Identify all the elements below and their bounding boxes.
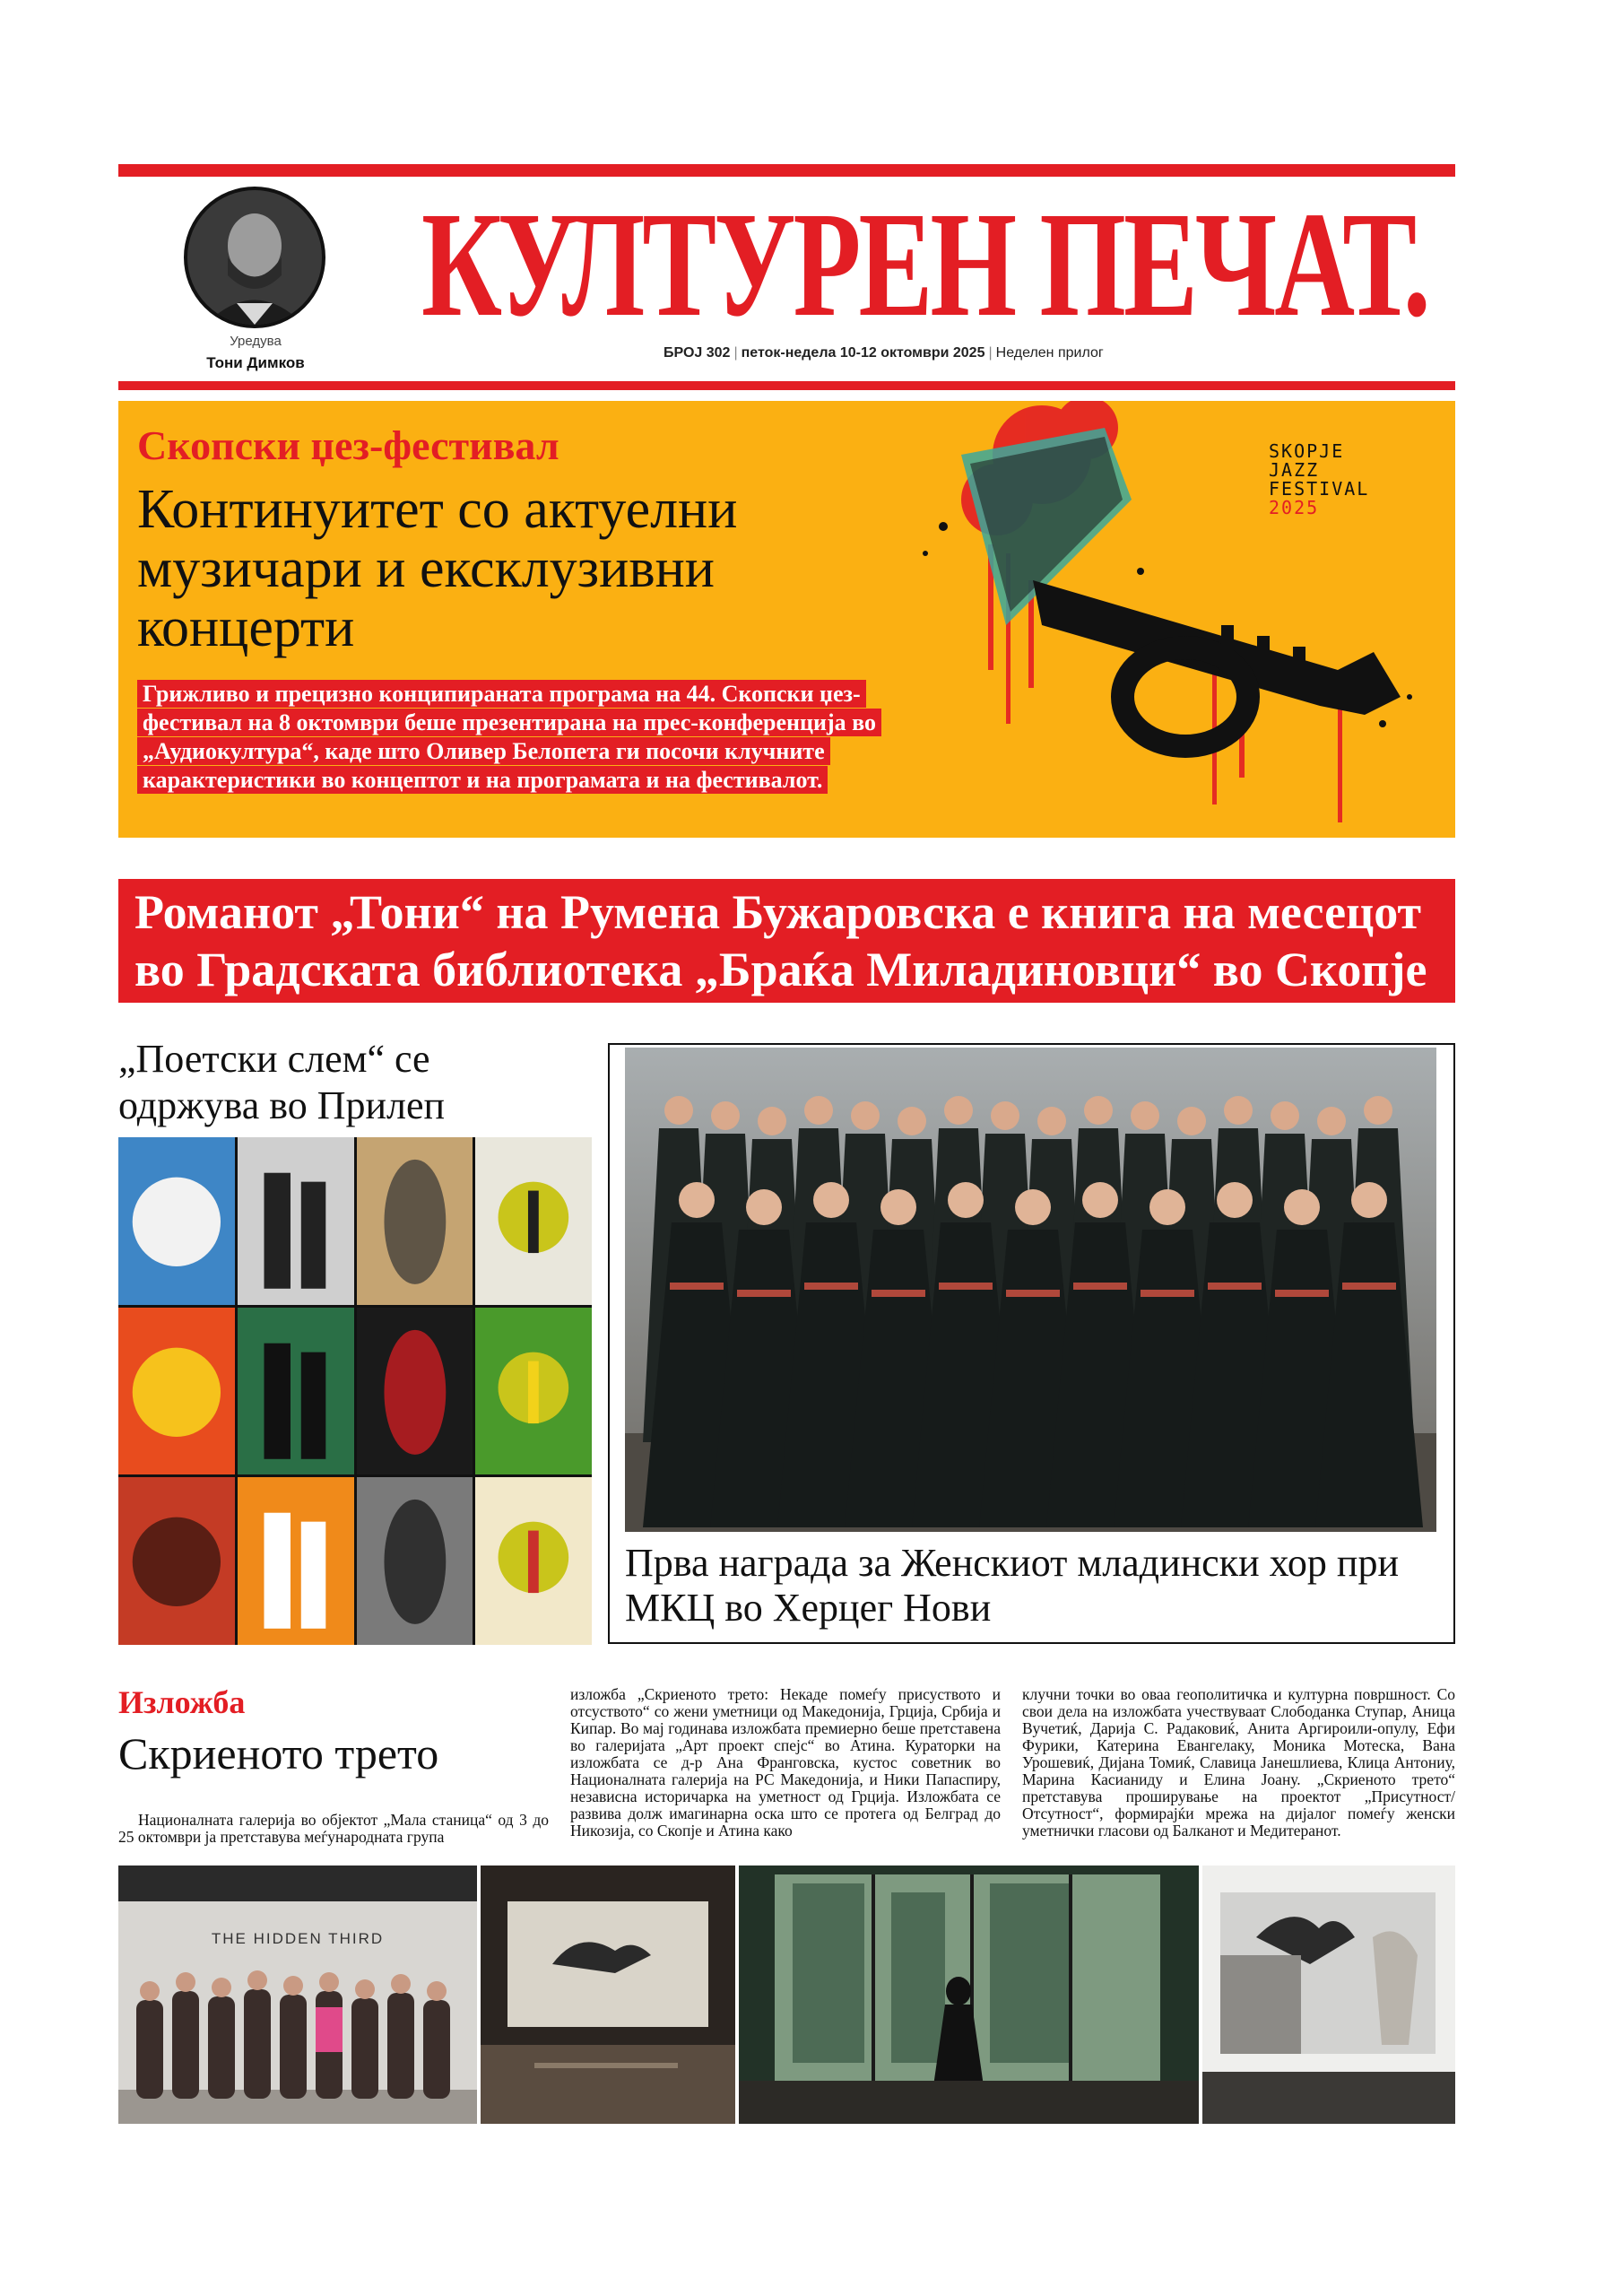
exhibition-column-3: клучни точки во оваа геополитичка и културна површност. Со свои дела на изложбата учествуваат Слободанка Ступар, Аница Вучетиќ, Дарија С. Радаковиќ, Анита Аргироили-опулу, Ефи Фурики, Катерина Евангелаку, Моника Мотеска, Вана Урошевиќ, Дијана Томиќ, Славица Јанешлиева, Клица Антониу, Марина Касианиду и Елина Јоану. „Скриеното трето“ претставува проширување на проектот „Присутност/Отсутност“, формирајќи мрежа на дијалог помеѓу женски уметнички гласови од Балканот и Медитеранот. [1022,1685,1455,1839]
singer-belt [1208,1283,1262,1290]
singer-head [804,1096,833,1125]
singer-head [813,1182,849,1218]
poster-tile [238,1477,354,1645]
issue-line: БРОЈ 302 | петок-недела 10-12 октомври 2025 | Неделен прилог [664,345,1104,361]
gallery-wall-projection [1202,1866,1455,2124]
poster-tile [118,1308,235,1475]
poster-tile [118,1137,235,1305]
gallery-sign: THE HIDDEN THIRD [211,1930,385,1947]
gallery-group-photo [118,1866,477,2124]
singer-belt [939,1283,993,1290]
singer-head [664,1096,693,1125]
issue-number: БРОЈ 302 [664,345,731,361]
poster-tile [357,1308,473,1475]
logo-year: 2025 [1269,497,1320,518]
poetry-headline: „Поетски слем“ се одржува во Прилеп [118,1037,446,1127]
singer-head [1351,1182,1387,1218]
singer-head [1284,1189,1320,1225]
singer-belt [872,1290,925,1297]
singer-head [758,1107,786,1135]
jazz-festival-logo [1269,442,1369,517]
poster-tile [357,1137,473,1305]
singer-head [746,1189,782,1225]
singer-head [1271,1101,1299,1130]
exhibition-kicker: Изложба [118,1684,246,1720]
singer-head [1015,1189,1051,1225]
editor-portrait [184,187,325,328]
singer-head [1037,1107,1066,1135]
logo-line-1: SKOPJE [1269,440,1345,462]
exhibition-photo-strip [118,1866,1455,2124]
singer-head [1082,1182,1118,1218]
singer-head [1317,1107,1346,1135]
gallery-bird-projection [481,1866,735,2124]
singer-head [1224,1096,1253,1125]
singer-belt [737,1290,791,1297]
singer-belt [1342,1283,1396,1290]
gallery-silhouette-photo [739,1866,1199,2124]
singer-head [948,1182,984,1218]
singer-head [1131,1101,1159,1130]
poster-tile [118,1477,235,1645]
singer-head [711,1101,740,1130]
singer-head [1177,1107,1206,1135]
book-headline: Романот „Тони“ на Румена Бужаровска е книга на месецот во Градската библиотека „Браќа Миладиновци“ во Скопје [134,885,1427,996]
jazz-kicker: Скопски џез-фестивал [137,422,559,468]
singer-belt [670,1283,724,1290]
poster-tile [238,1137,354,1305]
poster-tile [475,1477,592,1645]
masthead-title: КУЛТУРЕН ПЕЧАТ. [421,181,1428,348]
editor-label: Уредува [230,334,282,349]
header-bottom-rule [118,381,1455,390]
choir-caption: Прва награда за Женскиот младински хор при МКЦ во Херцег Нови [625,1541,1400,1630]
choir-photo [625,1048,1436,1532]
singer-head [880,1189,916,1225]
poster-tile [475,1137,592,1305]
jazz-lead [137,680,944,795]
singer-head [1217,1182,1253,1218]
singer-head [1364,1096,1392,1125]
exhibition-title: Скриеното трето [118,1728,439,1779]
singer-head [679,1182,715,1218]
logo-line-3: FESTIVAL [1269,478,1370,500]
singer-head [898,1107,926,1135]
singer-head [991,1101,1019,1130]
issue-date: петок-недела 10-12 октомври 2025 [741,345,985,361]
singer-belt [1275,1290,1329,1297]
poster-grid [118,1137,592,1645]
jazz-title: Континуитет со актуелни музичари и ексклузивни концерти [137,479,738,658]
poster-tile [357,1477,473,1645]
singer-belt [1141,1290,1194,1297]
top-rule [118,164,1455,177]
poster-tile [238,1308,354,1475]
singer-belt [804,1283,858,1290]
singer-belt [1073,1283,1127,1290]
editor-name: Тони Димков [206,354,305,371]
poster-tile [475,1308,592,1475]
logo-line-2: JAZZ [1269,459,1320,481]
exhibition-column-1: Националната галерија во објектот „Мала станица“ од 3 до 25 октомври ја претставува меѓународната група [118,1811,549,1846]
issue-supplement: Неделен прилог [995,345,1104,361]
singer-head [1149,1189,1185,1225]
singer-belt [1006,1290,1060,1297]
singer-head [1084,1096,1113,1125]
singer-head [944,1096,973,1125]
jazz-lead-text: Грижливо и прецизно конципираната програма на 44. Скопски џез-фестивал на 8 октомври беше презентирана на прес-конференција во „Аудиокултура“, каде што Оливер Белопета ги посочи клучните карактеристики во концептот и на програмата и на фестивалот. [137,680,881,794]
exhibition-column-2: изложба „Скриеното трето: Некаде помеѓу присуството и отсуството“ со жени уметници од Македонија, Грција, Србија и Кипар. Во мај годинава изложбата премиерно беше претставена во галеријата „Арт проект спејс“ во Атина. Кураторки на изложбата се д-р Ана Франговска, кустос советник во Националната галерија на РС Македонија, и Ники Папаспиру, независна историчарка на уметност од Грција. Изложбата се развива долж имагинарна оска што се протега од Белград до Никозија, со Скопје и Атина како [570,1685,1001,1839]
singer-head [851,1101,880,1130]
